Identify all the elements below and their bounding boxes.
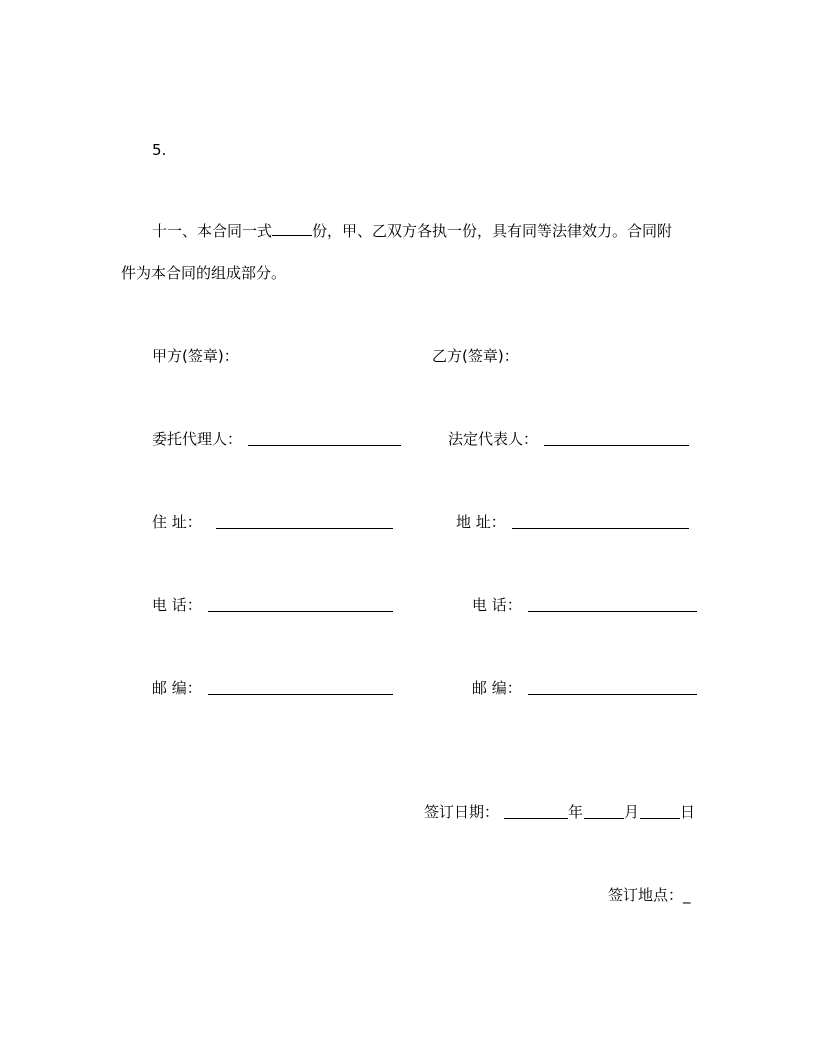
- party-a-title: 甲方(签章)：: [152, 347, 239, 365]
- clause-text-before-blank: 十一、本合同一式: [152, 222, 273, 240]
- clause-line-1: [152, 221, 672, 241]
- party-b-rep-label: 法定代表人：: [448, 430, 539, 448]
- copies-count-blank[interactable]: [272, 221, 312, 236]
- party-b-address-blank[interactable]: [512, 528, 689, 529]
- signing-month-label: 月: [624, 803, 640, 821]
- party-b-phone-blank[interactable]: [528, 611, 697, 612]
- party-a-postcode-blank[interactable]: [208, 694, 393, 695]
- party-b-title: 乙方(签章)：: [432, 347, 519, 365]
- party-a-address-blank[interactable]: [216, 528, 393, 529]
- party-a-agent-blank[interactable]: [248, 445, 401, 446]
- signing-place-label[interactable]: 签订地点：_: [608, 886, 691, 904]
- item-number: 5.: [152, 141, 167, 159]
- clause-text-after-blank: 份，甲、乙双方各执一份，具有同等法律效力。合同附: [312, 222, 673, 240]
- party-a-phone-label: 电 话：: [152, 596, 202, 614]
- party-b-phone-label: 电 话：: [472, 596, 522, 614]
- signing-year-blank[interactable]: [504, 818, 568, 819]
- party-b-postcode-blank[interactable]: [528, 694, 697, 695]
- signing-month-blank[interactable]: [584, 818, 624, 819]
- party-b-address-label: 地 址：: [456, 513, 506, 531]
- signing-day-label: 日: [680, 803, 696, 821]
- party-b-rep-blank[interactable]: [544, 445, 689, 446]
- party-a-address-label: 住 址：: [152, 513, 202, 531]
- party-a-postcode-label: 邮 编：: [152, 679, 202, 697]
- signing-year-label: 年: [568, 803, 584, 821]
- party-a-phone-blank[interactable]: [208, 611, 393, 612]
- clause-line-2: 件为本合同的组成部分。: [121, 264, 287, 282]
- party-b-postcode-label: 邮 编：: [472, 679, 522, 697]
- party-a-agent-label: 委托代理人：: [152, 430, 243, 448]
- signing-date-label: 签订日期：: [424, 803, 500, 821]
- signing-day-blank[interactable]: [640, 818, 680, 819]
